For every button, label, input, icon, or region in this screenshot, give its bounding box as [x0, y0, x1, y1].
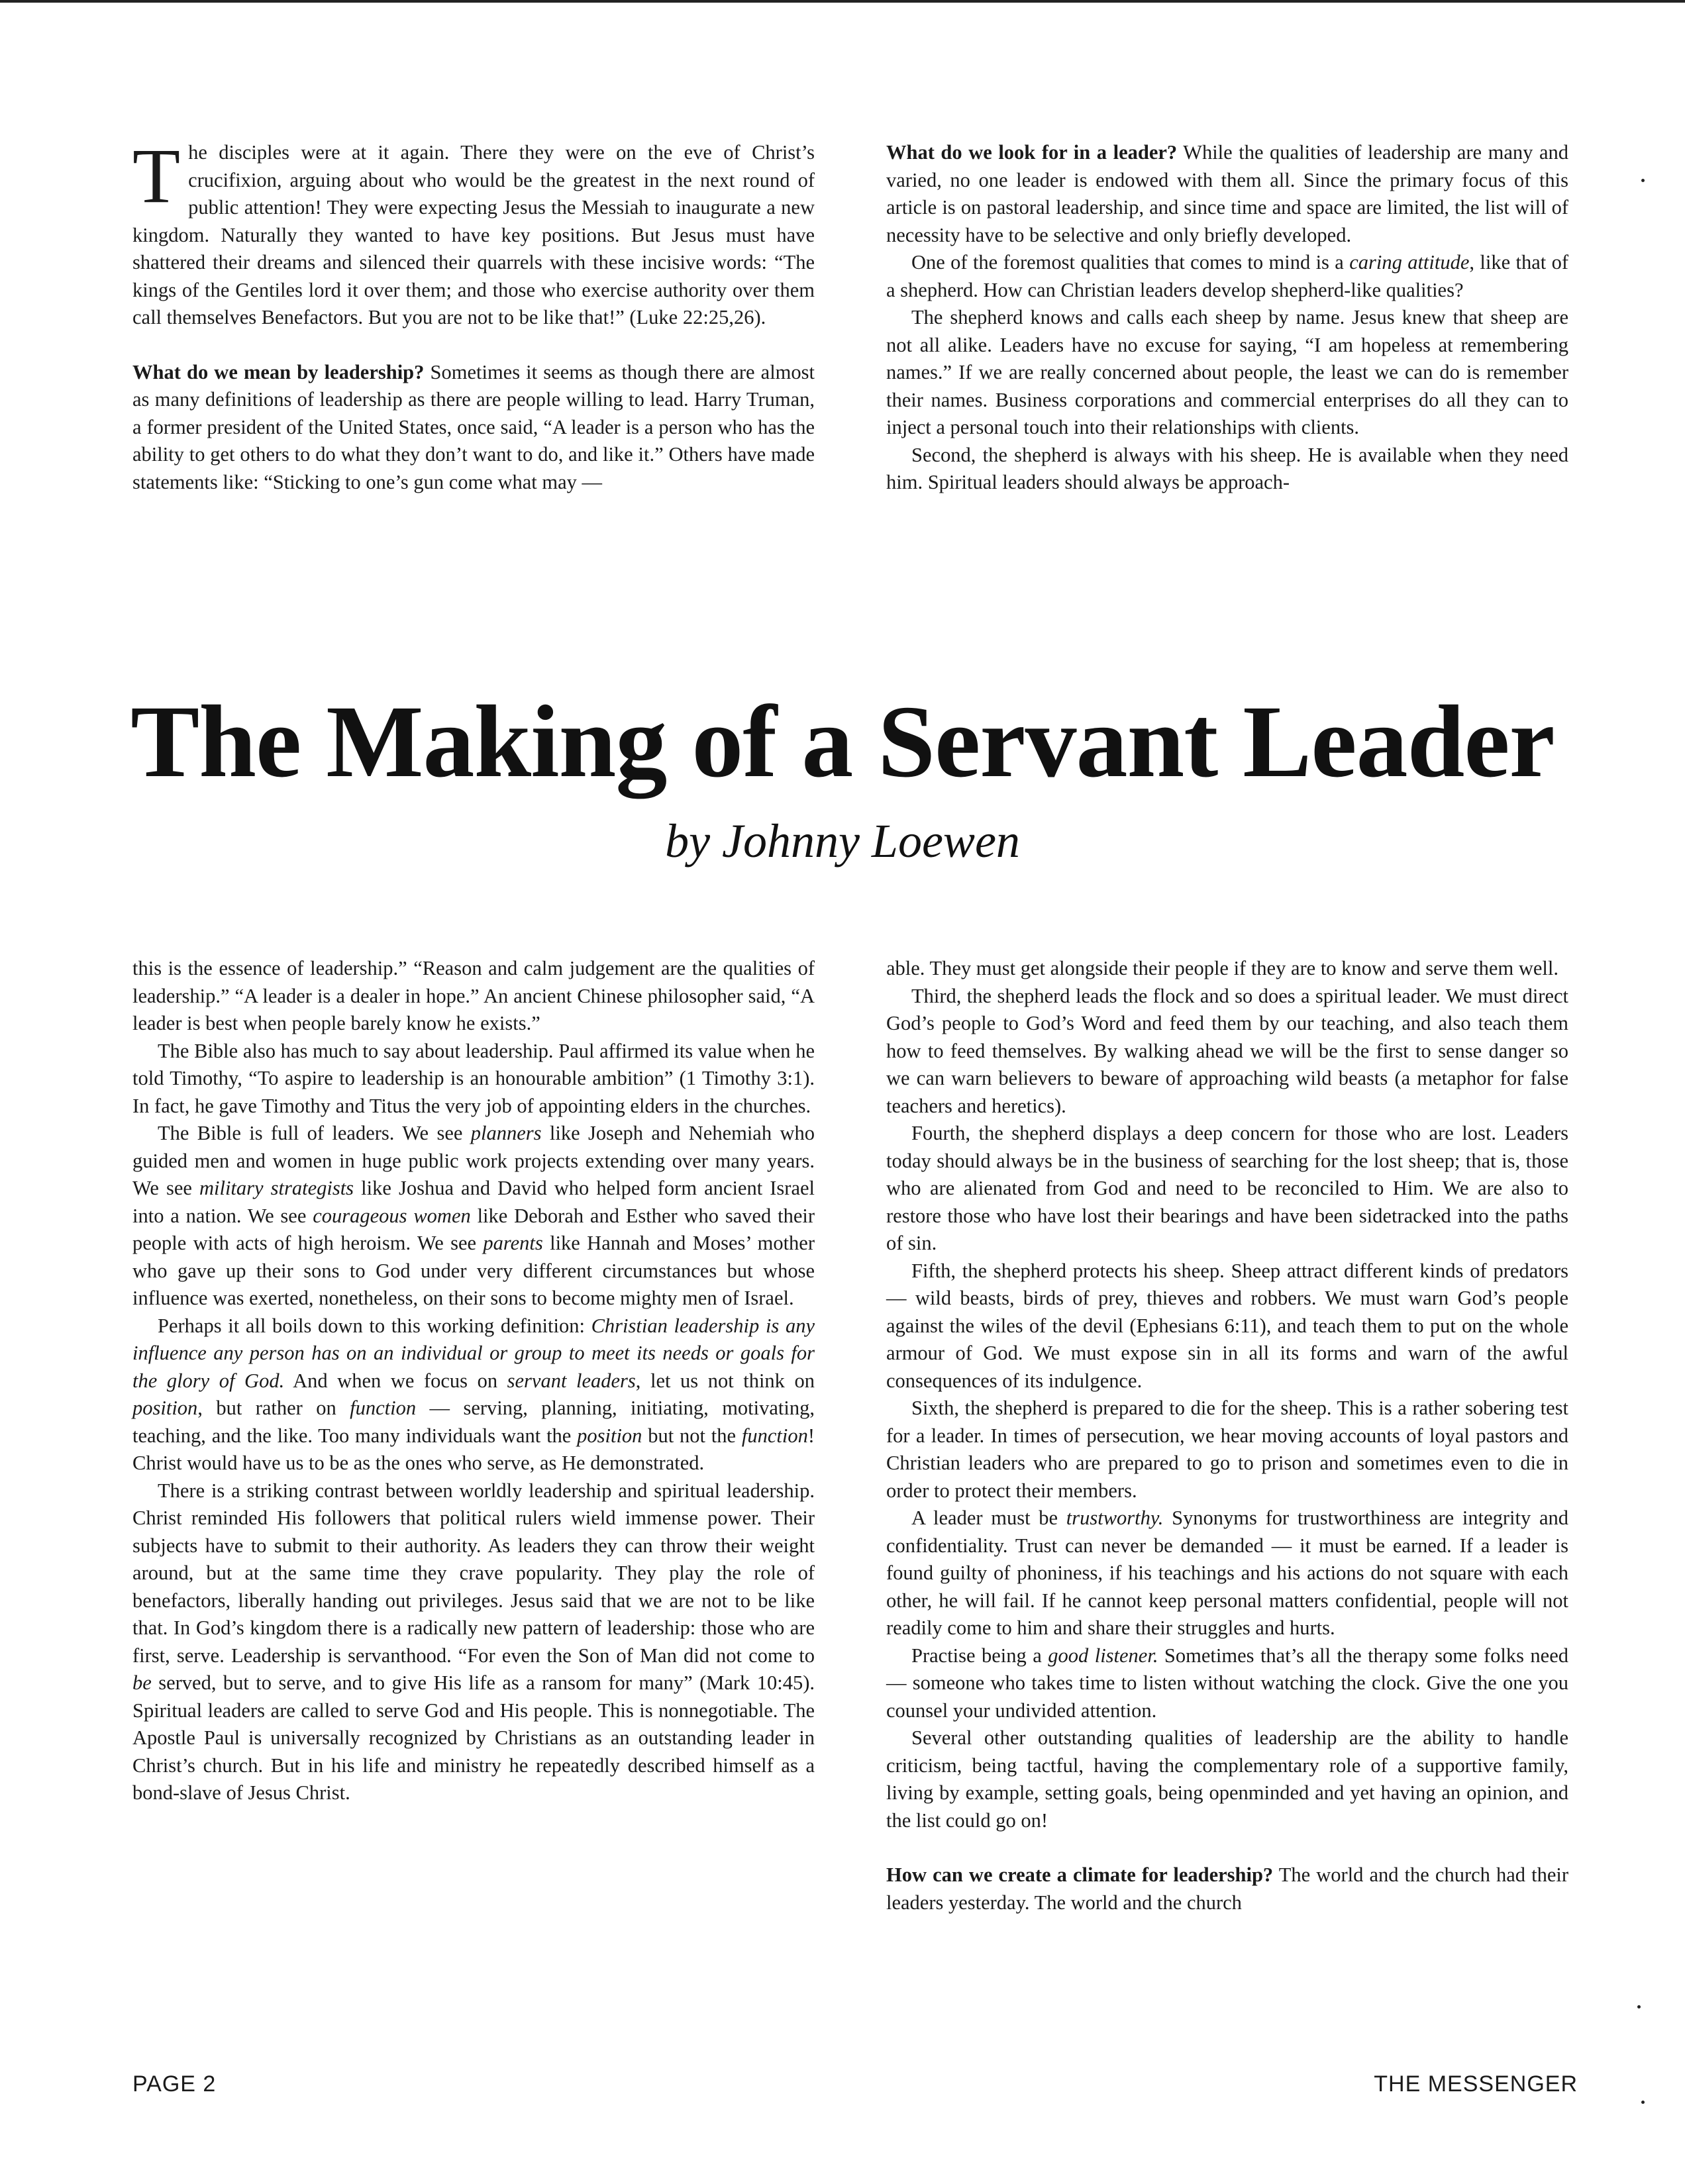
column-top-left	[132, 132, 815, 496]
paragraph: Perhaps it all boils down to this working definition: Christian leadership is any influence any person has on an individual or group to meet its needs or goals for the glory of God. And when we focus on servant leaders, let us not think on position, but rather on function — serving, planning, initiating, motivating, teaching, and the like. Too many individuals want the position but not the function! Christ would have us to be as the ones who serve, as He demonstrated.	[132, 1314, 815, 1474]
paragraph: A leader must be trustworthy. Synonyms for trustworthiness are integrity and confidentiality. Trust can never be demanded — it must be earned. If a leader is found guilty of phoniness, if his teachings and his actions do not square with each other, he will fail. If he cannot keep personal matters confidential, people will not readily come to him and share their struggles and hurts.	[886, 1507, 1568, 1639]
paragraph: Several other outstanding qualities of leadership are the ability to handle criticism, being tactful, having the complementary role of a supportive family, living by example, setting goals, being openminded and yet having an opinion, and the list could go on!	[886, 1726, 1568, 1832]
column-top-right	[886, 139, 1568, 497]
paragraph: One of the foremost qualities that comes to mind is a caring attitude, like that of a shepherd. How can Christian leaders develop shepherd-like qualities?	[886, 251, 1568, 301]
page-number: PAGE 2	[132, 2071, 217, 2097]
print-speck	[1637, 2005, 1641, 2009]
article-title: The Making of a Servant Leader	[130, 684, 1555, 799]
article-byline: by Johnny Loewen	[665, 815, 1020, 868]
top-border	[0, 0, 1685, 3]
subheading: What do we mean by leadership?	[132, 360, 425, 383]
paragraph: Third, the shepherd leads the flock and so does a spiritual leader. We must direct God’s people to God’s Word and feed them by our teaching, and also teach them how to feed themselves. By walking ahead we will be the first to sense danger so we can warn believers to beware of approaching wild beasts (a metaphor for false teachers and heretics).	[886, 984, 1568, 1117]
paragraph: The shepherd knows and calls each sheep by name. Jesus knew that sheep are not all alike. Leaders have no excuse for saying, “I am hopeless at remembering names.” If we are really concerned about people, the least we can do is remember their names. Business corporations and commercial enterprises do all they can to inject a personal touch into their relationships with clients.	[886, 306, 1568, 438]
print-speck	[1641, 179, 1645, 182]
subheading: How can we create a climate for leadership?	[886, 1863, 1274, 1886]
print-speck	[1641, 2101, 1645, 2104]
column-bottom-right	[886, 955, 1568, 1916]
paragraph: able. They must get alongside their people if they are to know and serve them well.	[886, 957, 1558, 979]
paragraph: There is a striking contrast between worldly leadership and spiritual leadership. Christ reminded His followers that political rulers wield immense power. Their subjects have to submit to their authority. As leaders they can throw their weight around, but at the same time they crave popularity. They play the role of benefactors, liberally handing out privileges. Jesus said that we are not to be like that. In God’s kingdom there is a radically new pattern of leadership: those who are first, serve. Leadership is servanthood. “For even the Son of Man did not come to be served, but to serve, and to give His life as a ransom for many” (Mark 10:45). Spiritual leaders are called to serve God and His people. This is nonnegotiable. The Apostle Paul is universally recognized by Christians as an outstanding leader in Christ’s church. But in his life and ministry he repeatedly described himself as a bond-slave of Jesus Christ.	[132, 1479, 815, 1804]
intro-paragraph: The disciples were at it again. There they were on the eve of Christ’s crucifixion, arguing about who would be the greatest in the next round of public attention! They were expecting Jesus the Messiah to inaugurate a new kingdom. Naturally they wanted to have key positions. But Jesus must have shattered their dreams and silenced their quarrels with these incisive words: “The kings of the Gentiles lord it over them; and those who exercise authority over them call themselves Benefactors. But you are not to be like that!” (Luke 22:25,26).	[132, 132, 815, 328]
section-leadership-climate: How can we create a climate for leadership? The world and the church had their leaders yesterday. The world and the church	[886, 1863, 1568, 1914]
section-leader-qualities: What do we look for in a leader? While the qualities of leadership are many and varied, no one leader is endowed with them all. Since the primary focus of this article is on pastoral leadership, and since time and space are limited, the list will of necessity have to be selective and only briefly developed.	[886, 141, 1568, 246]
publication-name: THE MESSENGER	[1374, 2071, 1578, 2097]
paragraph: Practise being a good listener. Sometimes that’s all the therapy some folks need — someone who takes time to listen without watching the clock. Give the one you counsel your undivided attention.	[886, 1644, 1568, 1722]
paragraph: this is the essence of leadership.” “Reason and calm judgement are the qualities of leadership.” “A leader is a dealer in hope.” An ancient Chinese philosopher said, “A leader is best when people barely know he exists.”	[132, 957, 815, 1034]
paragraph: Sixth, the shepherd is prepared to die for the sheep. This is a rather sobering test for a leader. In times of persecution, we hear moving accounts of loyal pastors and Christian leaders who are prepared to go to prison and sometimes even to die in order to protect their members.	[886, 1397, 1568, 1502]
paragraph: The Bible also has much to say about leadership. Paul affirmed its value when he told Timothy, “To aspire to leadership is an honourable ambition” (1 Timothy 3:1). In fact, he gave Timothy and Titus the very job of appointing elders in the churches.	[132, 1039, 815, 1117]
column-bottom-left	[132, 955, 815, 1807]
section-leadership-meaning: What do we mean by leadership? Sometimes it seems as though there are almost as many definitions of leadership as there are people willing to lead. Harry Truman, a former president of the United States, once said, “A leader is a person who has the ability to get others to do what they don’t want to do, and like it.” Others have made statements like: “Sticking to one’s gun come what may —	[132, 360, 815, 493]
paragraph: The Bible is full of leaders. We see planners like Joseph and Nehemiah who guided men and women in huge public work projects extending over many years. We see military strategists like Joshua and David who helped form ancient Israel into a nation. We see courageous women like Deborah and Esther who saved their people with acts of high heroism. We see parents like Hannah and Moses’ mother who gave up their sons to God under very different circumstances but whose influence was exerted, nonetheless, on their sons to become mighty men of Israel.	[132, 1122, 815, 1309]
paragraph: Fourth, the shepherd displays a deep concern for those who are lost. Leaders today should always be in the business of searching for the lost sheep; that is, those who are alienated from God and need to be reconciled to Him. We are also to restore those who have lost their bearings and have been sidetracked into the paths of sin.	[886, 1122, 1568, 1254]
subheading: What do we look for in a leader?	[886, 141, 1178, 164]
drop-cap: T	[132, 132, 181, 219]
paragraph: Fifth, the shepherd protects his sheep. Sheep attract different kinds of predators — wild beasts, birds of prey, thieves and robbers. We must warn God’s people against the wiles of the devil (Ephesians 6:11), and teach them to put on the whole armour of God. We must expose sin in all its forms and warn of the awful consequences of its indulgence.	[886, 1259, 1568, 1392]
paragraph: Second, the shepherd is always with his sheep. He is available when they need him. Spiritual leaders should always be approach-	[886, 443, 1568, 493]
